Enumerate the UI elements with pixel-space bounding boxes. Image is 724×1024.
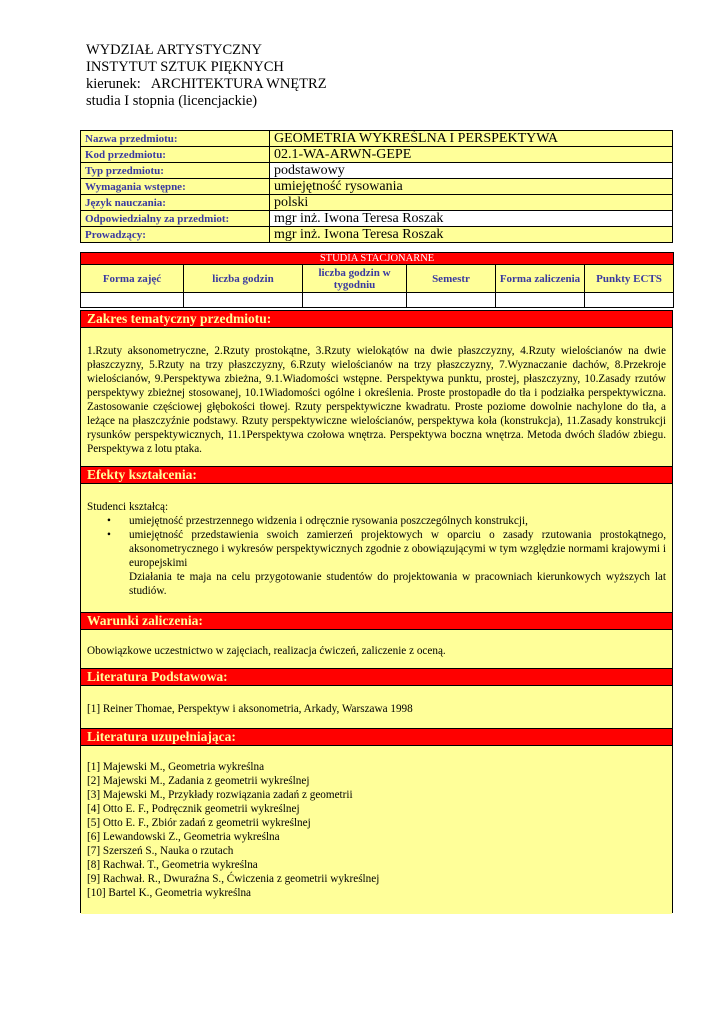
info-row <box>81 195 673 211</box>
section-title: Warunki zaliczenia: <box>81 613 672 630</box>
list-item: [9] Rachwał. R., Dwuraźna S., Ćwiczenia z geometrii wykreślnej <box>87 873 380 885</box>
list-item: [8] Rachwał. T., Geometria wykreślna <box>87 859 258 871</box>
column-header: liczba godzin w tygodniu <box>303 265 407 293</box>
passing-conditions-section <box>80 612 673 669</box>
table-cell <box>585 293 674 308</box>
list-item: [1] Reiner Thomae, Perspektyw i aksonometria, Arkady, Warszawa 1998 <box>87 703 413 715</box>
list-item <box>107 514 666 528</box>
column-header: Punkty ECTS <box>585 265 674 293</box>
info-value: GEOMETRIA WYKREŚLNA I PERSPEKTYWA <box>270 131 673 147</box>
outcome-note: Działania te maja na celu przygotowanie studentów do projektowania w pracowniach kierunkowych wyższych lat studiów. <box>129 571 666 597</box>
outcomes-body <box>81 484 672 614</box>
info-label: Typ przedmiotu: <box>81 163 270 179</box>
info-row <box>81 179 673 195</box>
info-label: Wymagania wstępne: <box>81 179 270 195</box>
info-row <box>81 163 673 179</box>
info-row <box>81 131 673 147</box>
info-label: Odpowiedzialny za przedmiot: <box>81 211 270 227</box>
outcomes-section <box>80 466 673 613</box>
info-label: Prowadzący: <box>81 227 270 243</box>
outcome-text: umiejętność przestrzennego widzenia i odręcznie rysowania poszczególnych konstrukcji, <box>129 515 528 527</box>
table-cell <box>496 293 585 308</box>
faculty-name: WYDZIAŁ ARTYSTYCZNY <box>86 42 262 58</box>
topics-section <box>80 310 673 467</box>
outcome-text: umiejętność przedstawienia swoich zamierzeń projektowych w oparciu o zasady rzutowania prostokątnego, aksonometrycznego i wykresów perspektywicznych zgodnie z obowiązującymi w tym względzie normami krajowymi i europejskimi <box>129 529 666 569</box>
table-cell <box>184 293 303 308</box>
course-info-table <box>80 130 673 243</box>
schedule-table <box>80 252 674 308</box>
column-header: Forma zajęć <box>81 265 184 293</box>
table-row <box>81 293 674 308</box>
list-item: [4] Otto E. F., Podręcznik geometrii wykreślnej <box>87 803 300 815</box>
supplementary-literature-section <box>80 728 673 913</box>
list-item: [3] Majewski M., Przykłady rozwiązania zadań z geometrii <box>87 789 353 801</box>
bullet: • <box>107 529 111 541</box>
info-row <box>81 227 673 243</box>
passing-conditions-text: Obowiązkowe uczestnictwo w zajęciach, realizacja ćwiczeń, zaliczenie z oceną. <box>81 630 672 670</box>
list-item: [6] Lewandowski Z., Geometria wykreślna <box>87 831 280 843</box>
section-title: Literatura uzupełniająca: <box>81 729 672 746</box>
supplementary-literature-list <box>81 746 672 914</box>
info-row <box>81 211 673 227</box>
list-item <box>129 570 666 598</box>
info-row <box>81 147 673 163</box>
section-title: Efekty kształcenia: <box>81 467 672 484</box>
document-header <box>86 42 327 110</box>
info-value: umiejętność rysowania <box>270 179 673 195</box>
list-item: [7] Szerszeń S., Nauka o rzutach <box>87 845 234 857</box>
institute-name: INSTYTUT SZTUK PIĘKNYCH <box>86 59 284 75</box>
table-cell <box>407 293 496 308</box>
list-item: [2] Majewski M., Zadania z geometrii wykreślnej <box>87 775 310 787</box>
topics-text: 1.Rzuty aksonometryczne, 2.Rzuty prostokątne, 3.Rzuty wielokątów na dwie płaszczyzny, 4.Rzuty wielościanów na dwie płaszczyzny, 5.Rzuty na trzy płaszczyzny, 6.Rzuty wielościanów na trzy płaszczyzny, 7.Wyznaczanie dachów, 8.Przekroje wielościanów, 9.Perspektywa zbieżna, 9.1.Wiadomości wstępne. Perspektywa punktu, prostej, płaszczyzny, 10.Zasady rzutów perspektywy zbieżnej stosowanej, 10.1Wiadomości ogólne i określenia. Proste prostopadłe do tła i podziałka perspektywiczna. Zastosowanie częściowej głębokości tłowej. Rzuty perspektywiczne kwadratu. Proste poziome dowolnie nachylone do tła, a leżące na płaszczyźnie podstawy. Rzuty perspektywiczne wielościanów, perspektywa koła (konstrukcja), 11.Zasady konstrukcji rysunków perspektywicznych, 11.1Perspektywa czołowa wnętrza. Perspektywa boczna wnętrza. Metoda dwóch śladów zbiegu. Perspektywa z lotu ptaka. <box>81 328 672 468</box>
list-item <box>107 528 666 570</box>
list-item: [1] Majewski M., Geometria wykreślna <box>87 761 265 773</box>
info-value: mgr inż. Iwona Teresa Roszak <box>270 211 673 227</box>
bullet: • <box>107 515 111 527</box>
info-value: polski <box>270 195 673 211</box>
info-value: 02.1-WA-ARWN-GEPE <box>270 147 673 163</box>
column-header: liczba godzin <box>184 265 303 293</box>
column-headers <box>81 265 674 293</box>
field-of-study: kierunek: ARCHITEKTURA WNĘTRZ <box>86 76 327 92</box>
study-level: studia I stopnia (licencjackie) <box>86 93 258 109</box>
table-cell <box>81 293 184 308</box>
outcomes-intro: Studenci kształcą: <box>87 501 169 513</box>
section-title: Literatura Podstawowa: <box>81 669 672 686</box>
info-value: mgr inż. Iwona Teresa Roszak <box>270 227 673 243</box>
info-value: podstawowy <box>270 163 673 179</box>
info-label: Kod przedmiotu: <box>81 147 270 163</box>
list-item: [10] Bartel K., Geometria wykreślna <box>87 887 252 899</box>
studia-header: STUDIA STACJONARNE <box>81 253 674 265</box>
column-header: Forma zaliczenia <box>496 265 585 293</box>
basic-literature-list <box>81 686 672 730</box>
column-header: Semestr <box>407 265 496 293</box>
basic-literature-section <box>80 668 673 729</box>
table-cell <box>303 293 407 308</box>
section-title: Zakres tematyczny przedmiotu: <box>81 311 672 328</box>
list-item: [5] Otto E. F., Zbiór zadań z geometrii wykreślnej <box>87 817 311 829</box>
outcomes-list <box>87 514 666 598</box>
info-label: Język nauczania: <box>81 195 270 211</box>
info-label: Nazwa przedmiotu: <box>81 131 270 147</box>
